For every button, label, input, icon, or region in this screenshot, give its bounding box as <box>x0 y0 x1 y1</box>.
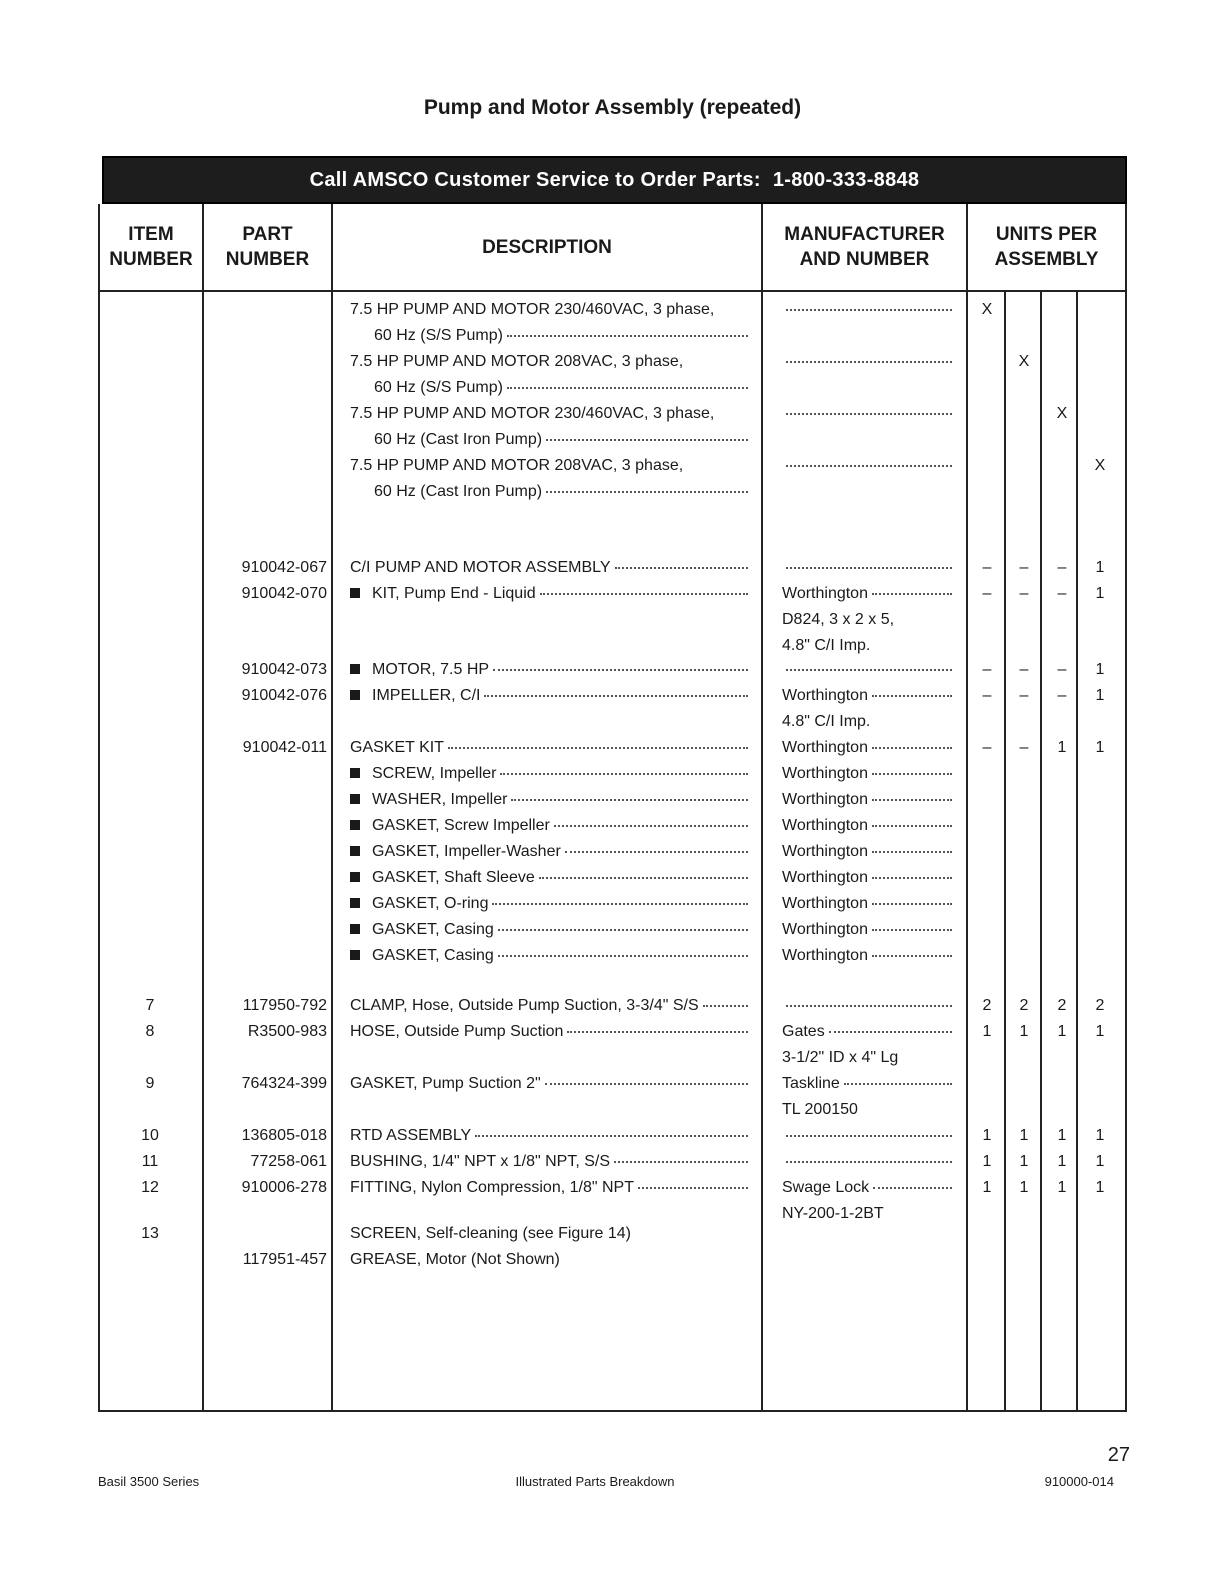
units-value: – <box>982 585 992 602</box>
part-number: 764324-399 <box>241 1075 327 1092</box>
bullet-icon <box>350 664 360 674</box>
bullet-icon <box>350 924 360 934</box>
description-line: GASKET, Impeller-Washer <box>350 842 760 862</box>
manufacturer-line: Gates <box>782 1022 957 1042</box>
description-line: 60 Hz (S/S Pump) <box>350 326 784 346</box>
manufacturer-line: Worthington <box>782 790 957 810</box>
units-value: 1 <box>1019 1127 1029 1144</box>
item-number: 12 <box>141 1179 159 1196</box>
bullet-icon <box>350 588 360 598</box>
order-parts-banner <box>102 156 1127 204</box>
item-number: 11 <box>141 1153 159 1170</box>
manufacturer-line <box>782 300 957 320</box>
units-value: – <box>1057 559 1067 576</box>
units-value: – <box>1019 585 1029 602</box>
banner-phone: 1-800-333-8848 <box>772 168 920 191</box>
parts-table <box>98 204 1127 1412</box>
units-value: – <box>1057 585 1067 602</box>
manufacturer-line: Worthington <box>782 686 957 706</box>
description-line: KIT, Pump End - Liquid <box>350 584 760 604</box>
units-value: – <box>1019 661 1029 678</box>
units-value: 1 <box>1095 1179 1105 1196</box>
description-line: 7.5 HP PUMP AND MOTOR 230/460VAC, 3 phase, <box>350 405 715 422</box>
units-value: 1 <box>1095 559 1105 576</box>
description-line: HOSE, Outside Pump Suction <box>350 1022 760 1042</box>
description-line: FITTING, Nylon Compression, 1/8" NPT <box>350 1178 760 1198</box>
item-number: 9 <box>145 1075 155 1092</box>
header-part-number: PART NUMBER <box>225 224 310 270</box>
units-value: – <box>982 559 992 576</box>
manufacturer-line: 4.8" C/I Imp. <box>782 637 871 654</box>
description-line: GASKET, Casing <box>350 920 760 940</box>
units-value: – <box>982 661 992 678</box>
part-number: 910006-278 <box>241 1179 327 1196</box>
description-line: MOTOR, 7.5 HP <box>350 660 760 680</box>
manufacturer-line <box>782 996 957 1016</box>
units-value: – <box>982 687 992 704</box>
description-line: RTD ASSEMBLY <box>350 1126 760 1146</box>
header-item-number: ITEM NUMBER <box>109 224 193 270</box>
units-value: 1 <box>1095 1023 1105 1040</box>
description-line: GASKET, Screw Impeller <box>350 816 760 836</box>
units-value: 1 <box>1057 1179 1067 1196</box>
part-number: R3500-983 <box>247 1023 327 1040</box>
description-line: C/I PUMP AND MOTOR ASSEMBLY <box>350 558 760 578</box>
units-value: X <box>1056 405 1068 422</box>
units-value: 1 <box>1019 1153 1029 1170</box>
description-line: 60 Hz (Cast Iron Pump) <box>350 430 784 450</box>
units-value: – <box>1019 559 1029 576</box>
manufacturer-line: 4.8" C/I Imp. <box>782 713 871 730</box>
part-number: 910042-011 <box>242 739 327 756</box>
units-value: 1 <box>982 1127 992 1144</box>
description-line: 7.5 HP PUMP AND MOTOR 208VAC, 3 phase, <box>350 457 684 474</box>
description-line: 7.5 HP PUMP AND MOTOR 230/460VAC, 3 phase, <box>350 301 715 318</box>
item-number: 10 <box>141 1127 159 1144</box>
part-number: 910042-067 <box>241 559 327 576</box>
units-value: 2 <box>1019 997 1029 1014</box>
description-line: GASKET, O-ring <box>350 894 760 914</box>
bullet-icon <box>350 768 360 778</box>
manufacturer-line: TL 200150 <box>782 1101 858 1118</box>
bullet-icon <box>350 846 360 856</box>
item-number: 7 <box>145 997 155 1014</box>
part-number: 136805-018 <box>241 1127 327 1144</box>
header-units-per-assembly: UNITS PER ASSEMBLY <box>994 224 1099 270</box>
bullet-icon <box>350 690 360 700</box>
description-line: GREASE, Motor (Not Shown) <box>350 1251 560 1268</box>
footer-doc-number: 910000-014 <box>1044 1474 1114 1489</box>
bullet-icon <box>350 820 360 830</box>
description-line: 60 Hz (Cast Iron Pump) <box>350 482 784 502</box>
part-number: 910042-073 <box>241 661 327 678</box>
units-value: 1 <box>982 1023 992 1040</box>
units-value: 1 <box>1095 739 1105 756</box>
bullet-icon <box>350 794 360 804</box>
units-value: X <box>1094 457 1106 474</box>
manufacturer-line <box>782 1126 957 1146</box>
units-value: 2 <box>1095 997 1105 1014</box>
units-value: – <box>1057 687 1067 704</box>
manufacturer-line <box>782 1152 957 1172</box>
manufacturer-line <box>782 456 957 476</box>
manufacturer-line <box>782 558 957 578</box>
manufacturer-line: 3-1/2" ID x 4" Lg <box>782 1049 899 1066</box>
units-value: 2 <box>982 997 992 1014</box>
part-number: 910042-076 <box>241 687 327 704</box>
units-value: X <box>981 301 993 318</box>
manufacturer-line: Worthington <box>782 920 957 940</box>
page-title: Pump and Motor Assembly (repeated) <box>423 96 802 119</box>
units-value: X <box>1018 353 1030 370</box>
description-line: BUSHING, 1/4" NPT x 1/8" NPT, S/S <box>350 1152 760 1172</box>
description-line: WASHER, Impeller <box>350 790 760 810</box>
header-manufacturer: MANUFACTURER AND NUMBER <box>784 224 945 270</box>
description-line: 7.5 HP PUMP AND MOTOR 208VAC, 3 phase, <box>350 353 684 370</box>
units-value: 1 <box>1057 1127 1067 1144</box>
manufacturer-line: D824, 3 x 2 x 5, <box>782 611 895 628</box>
description-line: SCREEN, Self-cleaning (see Figure 14) <box>350 1225 632 1242</box>
page-number: 27 <box>1107 1444 1130 1466</box>
units-value: 1 <box>1095 585 1105 602</box>
units-value: – <box>1057 661 1067 678</box>
description-line: GASKET, Casing <box>350 946 760 966</box>
units-value: 2 <box>1057 997 1067 1014</box>
manufacturer-line: Worthington <box>782 738 957 758</box>
units-value: 1 <box>1057 1153 1067 1170</box>
part-number: 117951-457 <box>242 1251 327 1268</box>
manufacturer-line: Swage Lock <box>782 1178 957 1198</box>
units-value: 1 <box>1057 1023 1067 1040</box>
description-line: SCREW, Impeller <box>350 764 760 784</box>
bullet-icon <box>350 872 360 882</box>
manufacturer-line: NY-200-1-2BT <box>782 1205 884 1222</box>
manufacturer-line: Worthington <box>782 816 957 836</box>
description-line: GASKET, Pump Suction 2" <box>350 1074 760 1094</box>
footer-series: Basil 3500 Series <box>98 1474 200 1489</box>
description-line: GASKET, Shaft Sleeve <box>350 868 760 888</box>
units-value: 1 <box>1019 1023 1029 1040</box>
description-line: GASKET KIT <box>350 738 760 758</box>
part-number: 910042-070 <box>241 585 327 602</box>
manufacturer-line: Worthington <box>782 842 957 862</box>
manufacturer-line <box>782 404 957 424</box>
bullet-icon <box>350 950 360 960</box>
item-number: 8 <box>145 1023 155 1040</box>
units-value: – <box>1019 687 1029 704</box>
units-value: 1 <box>1019 1179 1029 1196</box>
manufacturer-line: Worthington <box>782 946 957 966</box>
manufacturer-line <box>782 352 957 372</box>
units-value: 1 <box>1057 739 1067 756</box>
units-value: 1 <box>1095 661 1105 678</box>
manufacturer-line: Worthington <box>782 894 957 914</box>
header-description: DESCRIPTION <box>482 236 612 258</box>
manufacturer-line <box>782 660 957 680</box>
manufacturer-line: Worthington <box>782 764 957 784</box>
manufacturer-line: Taskline <box>782 1074 957 1094</box>
item-number: 13 <box>141 1225 159 1242</box>
description-line: 60 Hz (S/S Pump) <box>350 378 784 398</box>
footer-section: Illustrated Parts Breakdown <box>515 1474 675 1489</box>
part-number: 117950-792 <box>242 997 327 1014</box>
banner-text: Call AMSCO Customer Service to Order Parts: <box>309 168 761 191</box>
units-value: 1 <box>1095 687 1105 704</box>
part-number: 77258-061 <box>250 1153 327 1170</box>
units-value: 1 <box>982 1153 992 1170</box>
manufacturer-line: Worthington <box>782 868 957 888</box>
manufacturer-line: Worthington <box>782 584 957 604</box>
units-value: – <box>1019 739 1029 756</box>
description-line: IMPELLER, C/I <box>350 686 760 706</box>
units-value: 1 <box>1095 1153 1105 1170</box>
units-value: 1 <box>982 1179 992 1196</box>
units-value: 1 <box>1095 1127 1105 1144</box>
units-value: – <box>982 739 992 756</box>
bullet-icon <box>350 898 360 908</box>
description-line: CLAMP, Hose, Outside Pump Suction, 3-3/4" S/S <box>350 996 760 1016</box>
